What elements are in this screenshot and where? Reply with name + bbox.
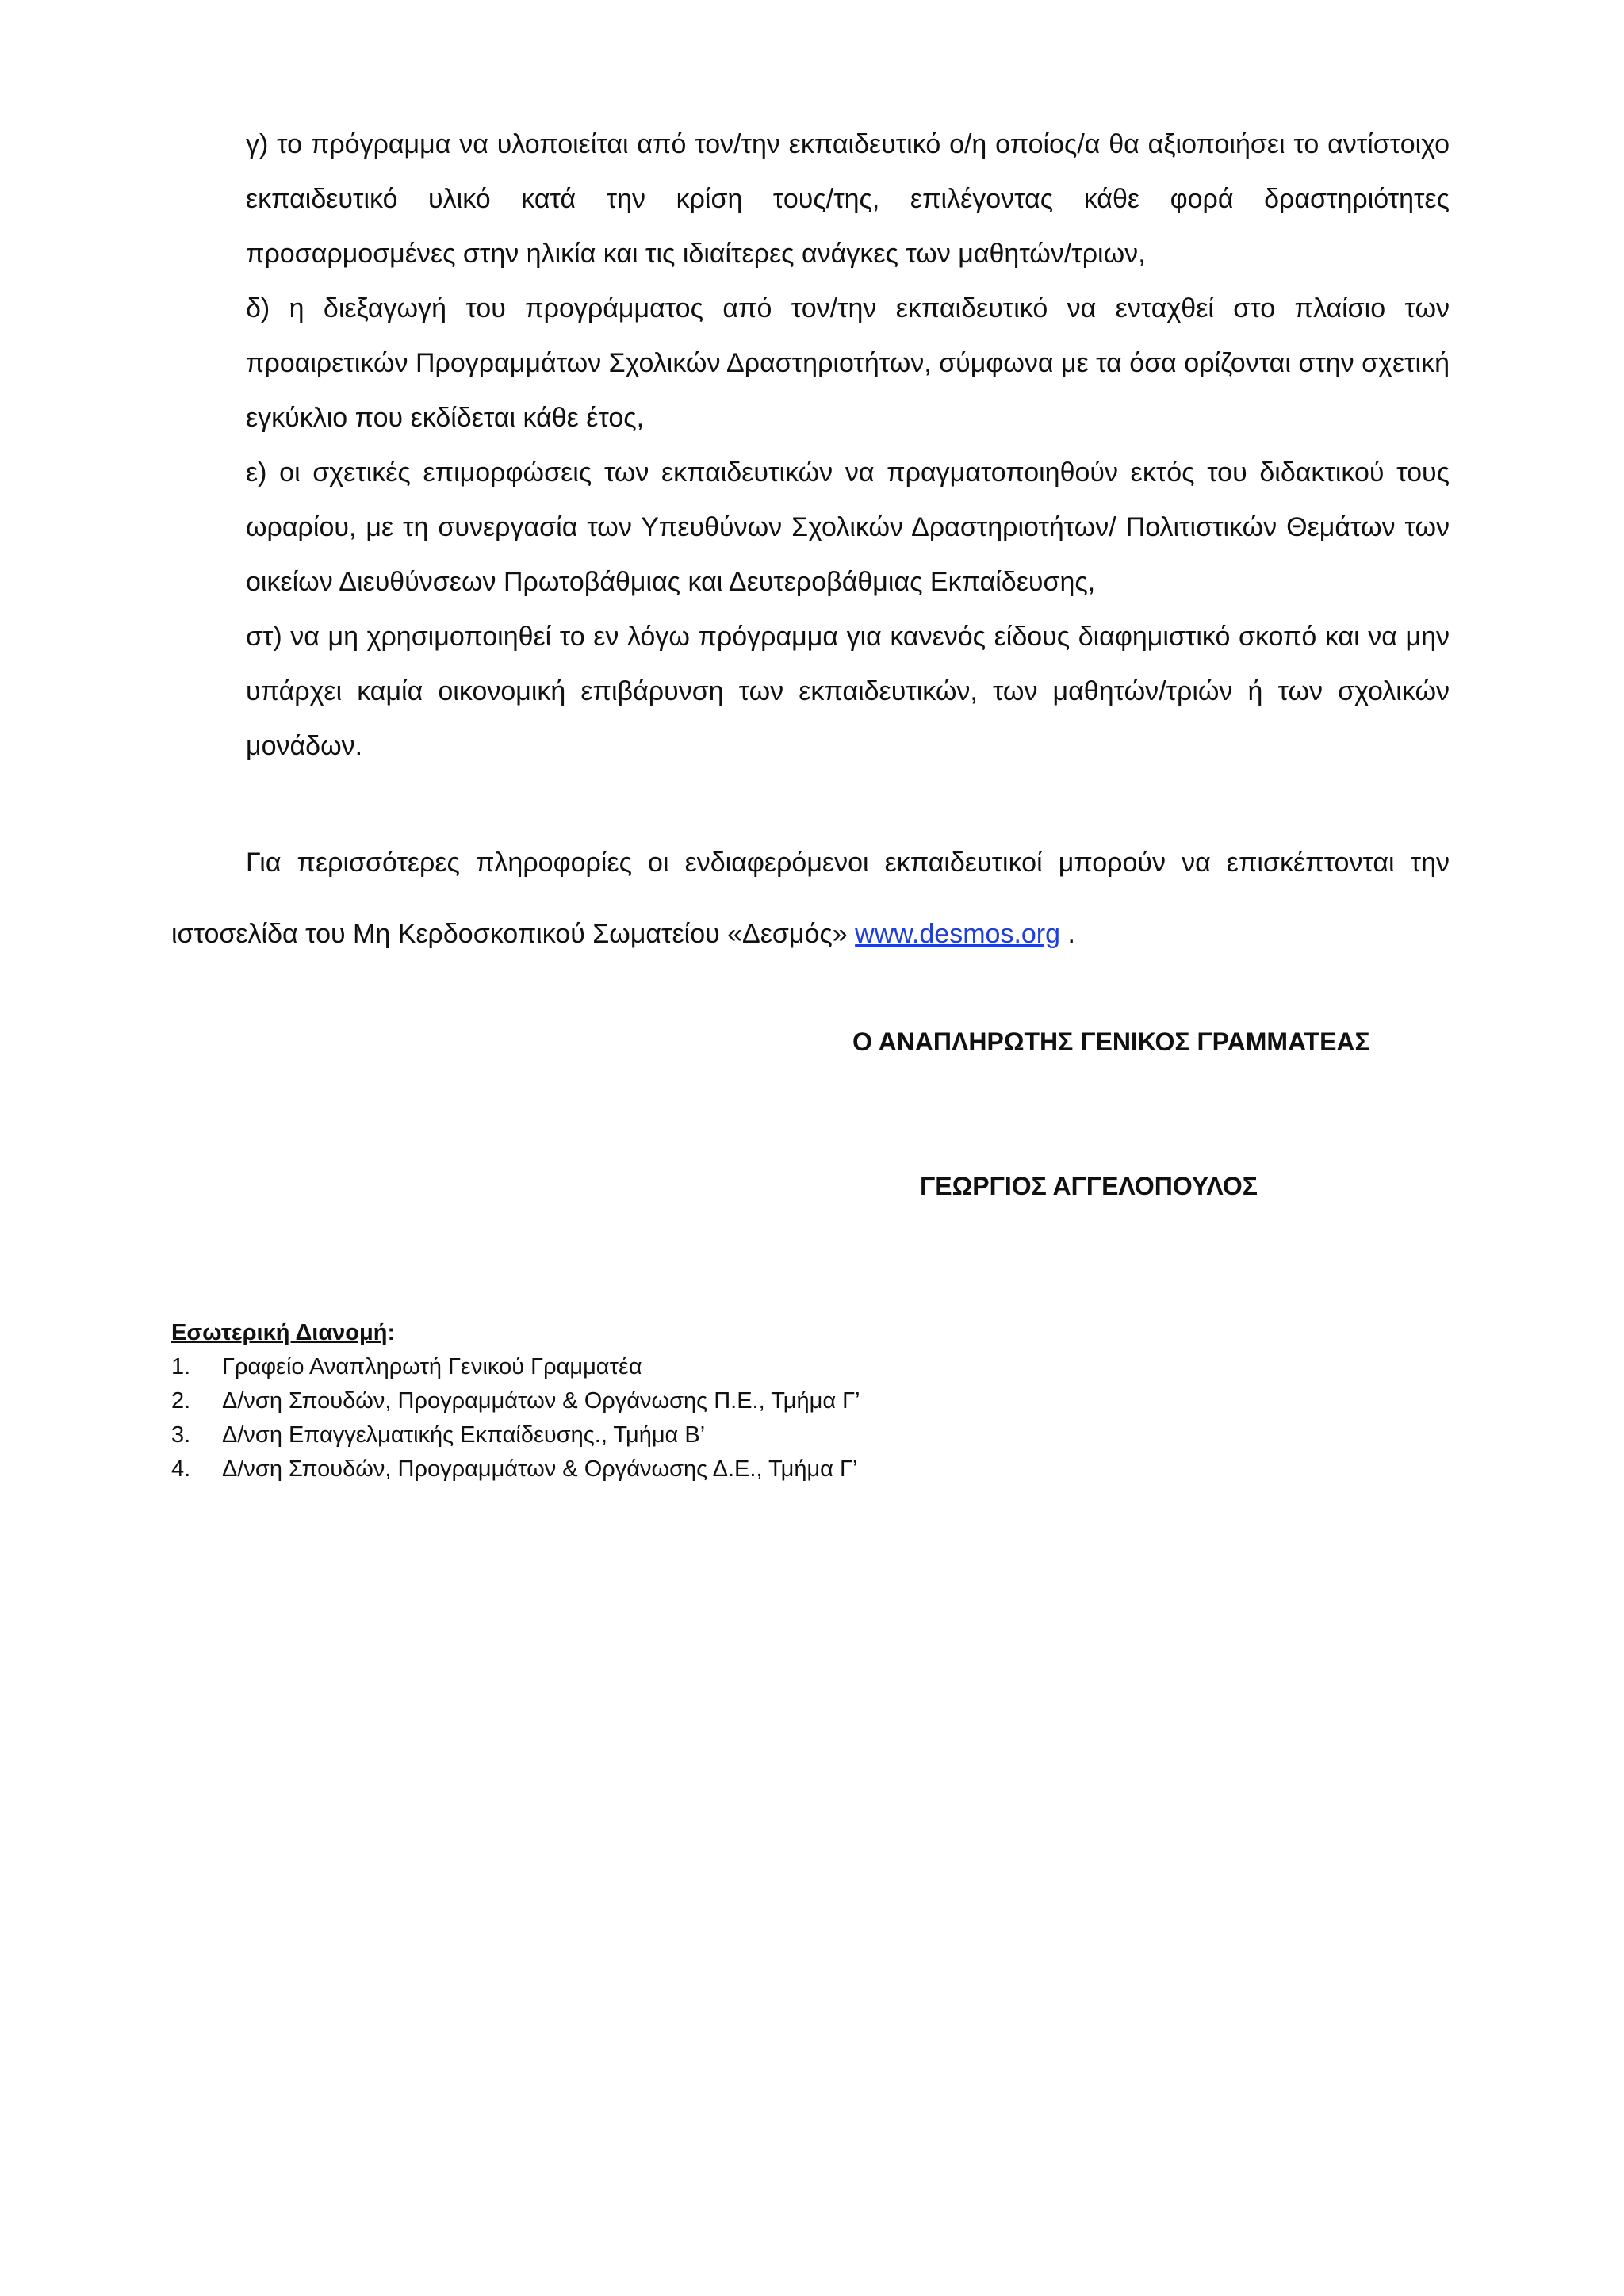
distribution-item-text: Δ/νση Σπουδών, Προγραμμάτων & Οργάνωσης Π.Ε., Τμήμα Γ’	[222, 1388, 860, 1414]
distribution-item-text: Δ/νση Επαγγελματικής Εκπαίδευσης., Τμήμα Β’	[222, 1422, 706, 1448]
distribution-item	[171, 1384, 860, 1418]
distribution-item-text: Δ/νση Σπουδών, Προγραμμάτων & Οργάνωσης Δ.Ε., Τμήμα Γ’	[222, 1456, 858, 1482]
distribution-list	[171, 1350, 860, 1487]
distribution-heading-colon: :	[387, 1320, 396, 1345]
condition-item-st: στ) να μη χρησιμοποιηθεί το εν λόγω πρόγραμμα για κανενός είδους διαφημιστικό σκοπό και να μην υπάρχει καμία οικονομική επιβάρυνση των εκπαιδευτικών, των μαθητών/τριών ή των σχολικών μονάδων.	[246, 622, 1450, 761]
distribution-item-number: 1.	[171, 1354, 191, 1380]
closing-paragraph	[171, 827, 1450, 970]
distribution-heading-text: Εσωτερική Διανομή	[171, 1320, 388, 1345]
distribution-item-number: 2.	[171, 1388, 191, 1414]
closing-end: .	[1060, 919, 1075, 949]
distribution-item-number: 4.	[171, 1456, 191, 1482]
distribution-item	[171, 1452, 860, 1487]
desmos-website-link[interactable]: www.desmos.org	[855, 919, 1061, 949]
distribution-heading	[171, 1316, 860, 1350]
condition-item-g: γ) το πρόγραμμα να υλοποιείται από τον/την εκπαιδευτικό ο/η οποίος/α θα αξιοποιήσει το αντίστοιχο εκπαιδευτικό υλικό κατά την κρίση τους/της, επιλέγοντας κάθε φορά δραστηριότητες προσαρμοσμένες στην ηλικία και τις ιδιαίτερες ανάγκες των μαθητών/τριων,	[246, 129, 1450, 269]
signer-title: Ο ΑΝΑΠΛΗΡΩΤΗΣ ΓΕΝΙΚΟΣ ΓΡΑΜΜΑΤΕΑΣ	[852, 1027, 1370, 1056]
closing-text: Για περισσότερες πληροφορίες οι ενδιαφερόμενοι εκπαιδευτικοί μπορούν να επισκέπτονται την ιστοσελίδα του Μη Κερδοσκοπικού Σωματείου «Δεσμός»	[171, 848, 1450, 949]
condition-item-d: δ) η διεξαγωγή του προγράμματος από τον/την εκπαιδευτικό να ενταχθεί στο πλαίσιο των προαιρετικών Προγραμμάτων Σχολικών Δραστηριοτήτων, σύμφωνα με τα όσα ορίζονται στην σχετική εγκύκλιο που εκδίδεται κάθε έτος,	[246, 293, 1450, 433]
conditions-list	[246, 117, 1450, 774]
signer-name: ΓΕΩΡΓΙΟΣ ΑΓΓΕΛΟΠΟΥΛΟΣ	[920, 1172, 1258, 1200]
internal-distribution	[171, 1316, 860, 1487]
distribution-item	[171, 1418, 860, 1452]
distribution-item-text: Γραφείο Αναπληρωτή Γενικού Γραμματέα	[222, 1354, 642, 1380]
distribution-item	[171, 1350, 860, 1384]
condition-item-e: ε) οι σχετικές επιμορφώσεις των εκπαιδευτικών να πραγματοποιηθούν εκτός του διδακτικού τους ωραρίου, με τη συνεργασία των Υπευθύνων Σχολικών Δραστηριοτήτων/ Πολιτιστικών Θεμάτων των οικείων Διευθύνσεων Πρωτοβάθμιας και Δευτεροβάθμιας Εκπαίδευσης,	[246, 457, 1450, 597]
distribution-item-number: 3.	[171, 1422, 191, 1448]
